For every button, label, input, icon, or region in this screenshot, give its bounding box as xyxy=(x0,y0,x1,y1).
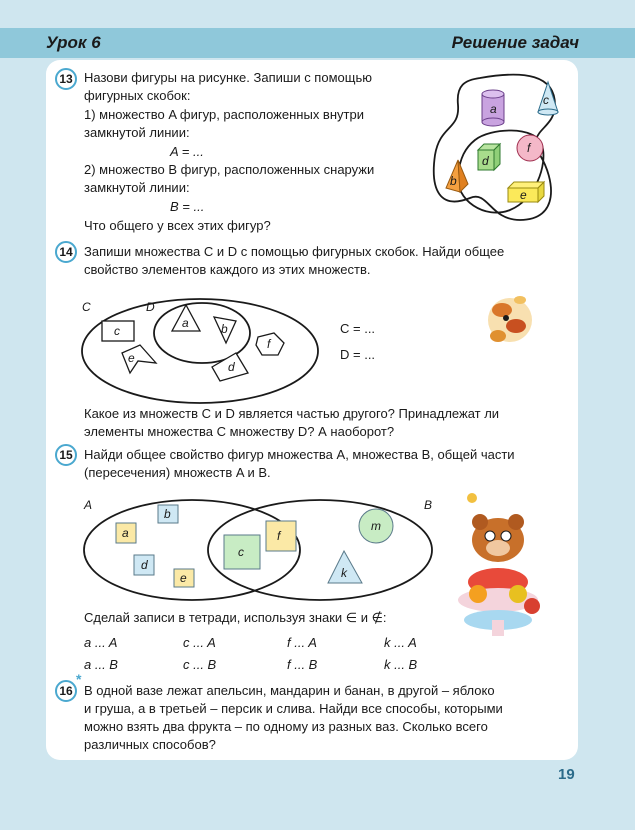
task13-line: B = ... xyxy=(170,199,205,214)
task13-line: 2) множество B фигур, расположенных снаружи xyxy=(84,162,375,177)
label-c: c xyxy=(543,93,549,107)
task-number-15: 15 xyxy=(55,444,77,466)
label-k: k xyxy=(341,566,347,580)
bear-illustration xyxy=(448,490,550,638)
task-number-16: 16 xyxy=(55,680,77,702)
task13-line: Что общего у всех этих фигур? xyxy=(84,218,271,233)
label-e: e xyxy=(128,351,135,365)
label-b: b xyxy=(221,322,228,336)
set-c-label: C xyxy=(82,300,91,314)
relation-f-B: f ... B xyxy=(287,657,318,672)
label-c: c xyxy=(114,324,120,338)
task14-diagram xyxy=(80,295,320,405)
task14-line: Запиши множества C и D с помощью фигурных скобок. Найди общее xyxy=(84,244,505,259)
set-b-label: B xyxy=(424,498,433,512)
task13-line: замкнутой линии: xyxy=(84,180,190,195)
task15-line: (пересечения) множеств A и B. xyxy=(84,465,271,480)
label-e: e xyxy=(180,571,187,585)
task15-line: Найди общее свойство фигур множества A, множества B, общей части xyxy=(84,447,515,462)
task13-line: Назови фигуры на рисунке. Запиши с помощью xyxy=(84,70,372,85)
set-d-label: D xyxy=(146,300,155,314)
relation-c-B: c ... B xyxy=(183,657,217,672)
task14-question: элементы множества C множеству D? А наоборот? xyxy=(84,424,395,439)
task15-instruction: Сделай записи в тетради, используя знаки ∈ и ∉: xyxy=(84,610,387,625)
relation-a-A: a ... A xyxy=(84,635,118,650)
star-marker: * xyxy=(76,671,82,687)
task13-figure xyxy=(430,70,575,220)
equation-c: C = ... xyxy=(340,321,376,336)
set-c-ellipse xyxy=(82,299,318,403)
pyramid-b xyxy=(446,160,468,192)
task13-line: фигурных скобок: xyxy=(84,88,191,103)
label-a: a xyxy=(122,526,129,540)
task-number-14: 14 xyxy=(55,241,77,263)
label-a: a xyxy=(182,316,189,330)
label-d: d xyxy=(141,558,148,572)
label-a: a xyxy=(490,102,497,116)
task15-diagram xyxy=(80,495,440,605)
cylinder-a xyxy=(482,90,504,126)
task13-line: 1) множество A фигур, расположенных внутри xyxy=(84,107,364,122)
relation-k-A: k ... A xyxy=(384,635,417,650)
task14-line: свойство элементов каждого из этих множеств. xyxy=(84,262,371,277)
label-d: d xyxy=(228,360,235,374)
task16-line: и груша, а в третьей – персик и слива. Найди все способы, которыми xyxy=(84,701,503,716)
label-f: f xyxy=(267,337,271,351)
task-number-13: 13 xyxy=(55,68,77,90)
task14-question: Какое из множеств C и D является частью другого? Принадлежат ли xyxy=(84,406,500,421)
label-m: m xyxy=(371,519,381,533)
sphere-f xyxy=(517,135,543,161)
topic-title: Решение задач xyxy=(451,33,579,52)
page-number: 19 xyxy=(558,766,575,783)
lesson-title: Урок 6 xyxy=(46,33,101,52)
set-a-label: A xyxy=(84,498,93,512)
box-e xyxy=(508,182,544,202)
label-e: e xyxy=(520,188,527,202)
relation-a-B: a ... B xyxy=(84,657,118,672)
label-d: d xyxy=(482,154,489,168)
relation-c-A: c ... A xyxy=(183,635,216,650)
cube-d xyxy=(478,144,500,170)
square-f xyxy=(266,521,296,551)
equation-d: D = ... xyxy=(340,347,376,362)
task16-line: различных способов? xyxy=(84,737,216,752)
label-b: b xyxy=(164,507,171,521)
relation-k-B: k ... B xyxy=(384,657,418,672)
label-f: f xyxy=(527,141,531,155)
relation-f-A: f ... A xyxy=(287,635,317,650)
task13-line: замкнутой линии: xyxy=(84,125,190,140)
label-f: f xyxy=(277,529,281,543)
label-b: b xyxy=(450,174,457,188)
task16-line: можно взять два фрукта – по одному из разных ваз. Сколько всего xyxy=(84,719,488,734)
task16-line: В одной вазе лежат апельсин, мандарин и банан, в другой – яблоко xyxy=(84,683,495,698)
label-c: c xyxy=(238,545,244,559)
bees-illustration xyxy=(480,288,540,358)
task13-line: A = ... xyxy=(170,144,204,159)
